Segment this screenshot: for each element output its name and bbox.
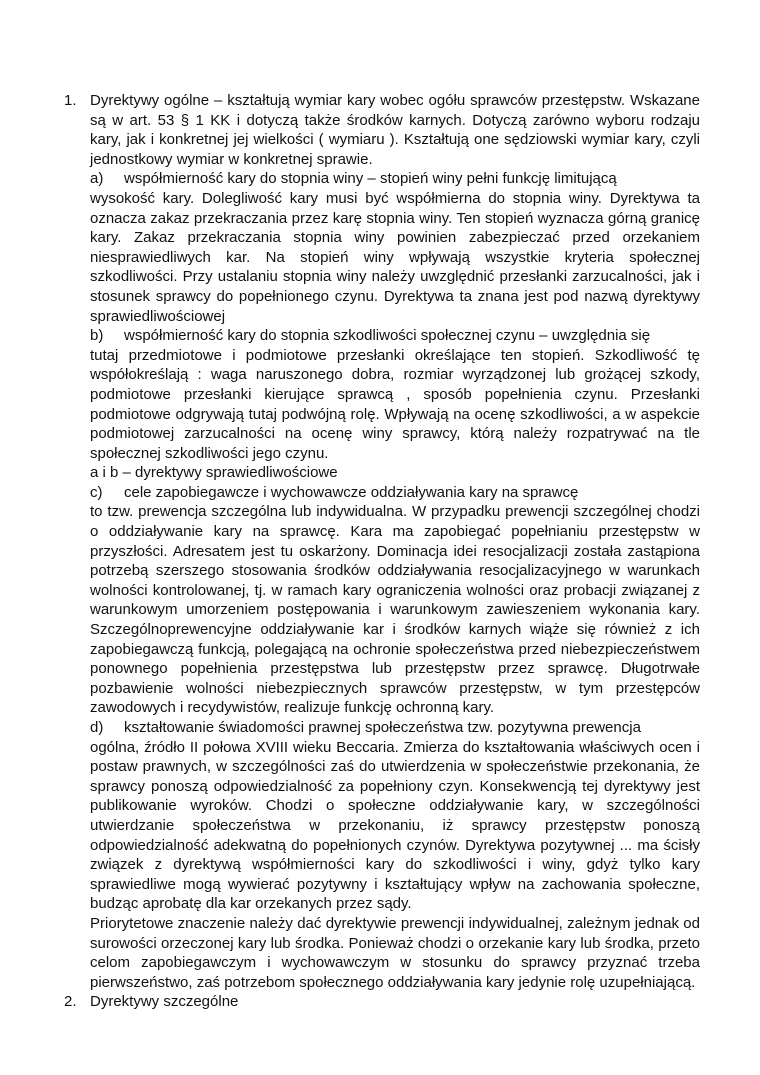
specific-directives-heading: Dyrektywy szczególne <box>90 993 239 1011</box>
list-item-2 <box>64 992 700 1012</box>
subpoint-b-first-line: współmierność kary do stopnia szkodliwości społecznej czynu – uwzględnia się <box>124 327 651 345</box>
subpoint-a-first-line: współmierność kary do stopnia winy – stopień winy pełni funkcję limitującą <box>124 170 617 188</box>
subpoint-c-first-line: cele zapobiegawcze i wychowawcze oddziaływania kary na sprawcę <box>124 483 579 501</box>
subpoint-label: d) <box>90 719 104 736</box>
subpoint-label: b) <box>90 327 104 345</box>
subpoint-c <box>90 483 700 503</box>
list-item-number: 1. <box>64 92 77 109</box>
subpoint-b <box>90 326 700 346</box>
subpoint-a-text: wysokość kary. Dolegliwość kary musi być współmierna do stopnia winy. Dyrektywa ta oznacza zakaz przekraczania przez karę stopnia winy. Ten stopień wyznacza górną granicę kary. Zakaz przekraczania stopnia winy powinien zabezpieczać przed orzekaniem niesprawiedliwych kar. Na stopień winy wpływają wszystkie kryteria społecznej szkodliwości. Przy ustalaniu stopnia winy należy uwzględnić przesłanki zarzucalności, jak i stosunek sprawcy do popełnionego czynu. Dyrektywa ta znana jest pod nazwą dyrektywy sprawiedliwościowej <box>90 189 700 325</box>
subpoint-c-text: to tzw. prewencja szczególna lub indywidualna. W przypadku prewencji szczególnej chodzi o oddziaływanie kary na sprawcę. Kara ma zapobiegać popełnianiu przestępstw w przyszłości. Adresatem jest tu oskarżony. Dominacja idei resocjalizacji została zastąpiona potrzebą szerszego stosowania środków oddziaływania resocjalizacyjnego w warunkach wolności kontrolowanej, tj. w ramach kary ograniczenia wolności oraz probacji związanej z warunkowym umorzeniem postępowania i warunkowym zawieszeniem wykonania kary. Szczególnoprewencyjne oddziaływanie kar i środków karnych wiąże się również z ich zapobiegawczą funkcją, polegającą na ochronie społeczeństwa przed niebezpieczeństwem ponownego popełnienia przestępstwa lub przestępstw przez sprawcę. Długotrwałe pozbawienie wolności niebezpiecznych sprawców przestępstw, w tym przestępców zawodowych i recydywistów, realizuje funkcję ochronną kary. <box>90 503 700 717</box>
list-item-1 <box>64 91 700 992</box>
list-item-body <box>90 992 700 1012</box>
subpoint-label: c) <box>90 483 103 501</box>
list-item-body <box>90 91 700 992</box>
subpoint-d-text: ogólna, źródło II połowa XVIII wieku Beccaria. Zmierza do kształtowania właściwych ocen i postaw prawnych, w szczególności zaś do utwierdzenia w społeczeństwie przekonania, że sprawcy ponoszą odpowiedzialność za popełniony czyn. Konsekwencją tej dyrektywy jest publikowanie wyroków. Chodzi o społeczne oddziaływanie kary, w szczególności utwierdzanie społeczeństwa w przekonaniu, iż sprawcy przestępstw ponoszą odpowiedzialność adekwatną do popełnionych czynów. Dyrektywa pozytywnej ... ma ścisły związek z dyrektywą współmierności kary do szkodliwości i winy, gdyż tylko kary sprawiedliwe mogą wywierać pozytywny i kształtujący wpływ na zachowania społeczne, budząc aprobatę dla kar orzekanych przez sądy. <box>90 738 700 913</box>
subpoint-b-text: tutaj przedmiotowe i podmiotowe przesłanki określające ten stopień. Szkodliwość tę współokreślają : waga naruszonego dobra, rozmiar wyrządzonej lub grożącej szkody, podmiotowe przesłanki kierujące sprawcą , sposób popełnienia czynu. Przesłanki podmiotowe odgrywają tutaj podwójną rolę. Wpływają na ocenę szkodliwości, a w aspekcie podmiotowej zarzucalności na ocenę winy sprawcy, którą należy rozpatrywać na tle społecznej szkodliwości jego czynu. <box>90 346 700 462</box>
priority-paragraph: Priorytetowe znaczenie należy dać dyrektywie prewencji indywidualnej, zależnym jednak od surowości orzeczonej kary lub środka. Ponieważ chodzi o orzekanie kary lub środka, przeto celom zapobiegawczym i wychowawczym w stosunku do sprawcy przyznać trzeba pierwszeństwo, zaś potrzebom społecznego oddziaływania kary jedynie rolę uzupełniającą. <box>90 914 700 991</box>
subpoint-label: a) <box>90 170 104 188</box>
subpoint-d-first-line: kształtowanie świadomości prawnej społeczeństwa tzw. pozytywna prewencja <box>124 719 641 736</box>
general-directives-paragraph: Dyrektywy ogólne – kształtują wymiar kary wobec ogółu sprawców przestępstw. Wskazane są w art. 53 § 1 KK i dotyczą także środków karnych. Dotyczą zarówno wyboru rodzaju kary, jak i konkretnej jej wielkości ( wymiaru ). Kształtują one sędziowski wymiar kary, czyli jednostkowy wymiar w konkretnej sprawie. <box>90 92 700 168</box>
numbered-list <box>64 91 700 1012</box>
subpoint-d <box>90 718 700 738</box>
subpoint-a <box>90 169 700 189</box>
list-item-number: 2. <box>64 993 77 1011</box>
ab-note: a i b – dyrektywy sprawiedliwościowe <box>90 464 338 482</box>
